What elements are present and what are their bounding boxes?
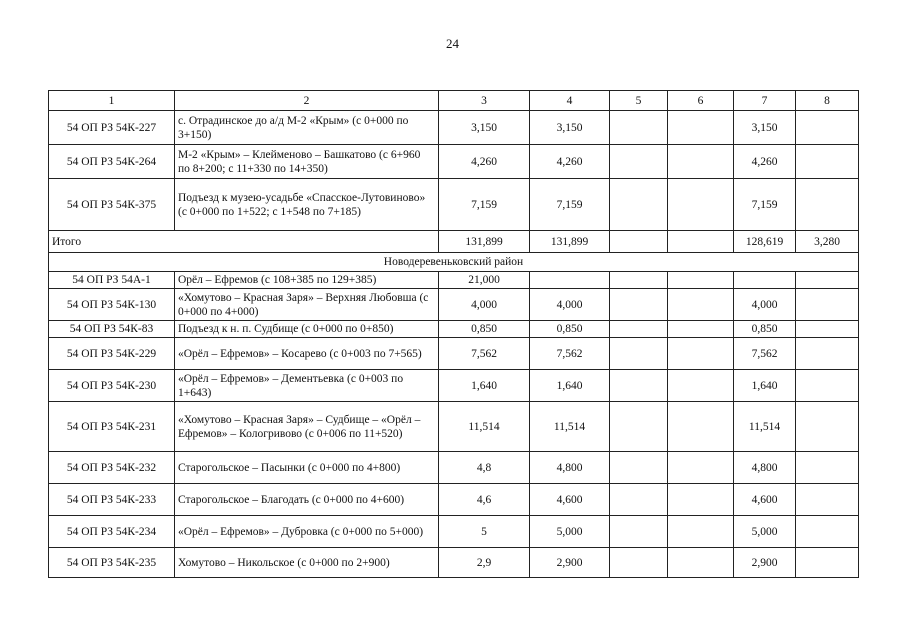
total-label-cell: Итого bbox=[49, 231, 439, 253]
road-code-cell: 54 ОП РЗ 54К-130 bbox=[49, 289, 175, 321]
col8-cell bbox=[796, 402, 859, 452]
header-cell-8: 8 bbox=[796, 91, 859, 111]
col8-cell bbox=[796, 145, 859, 179]
col7-cell: 4,600 bbox=[734, 484, 796, 516]
length-col4-cell: 7,562 bbox=[530, 338, 610, 370]
length-col4-cell: 7,159 bbox=[530, 179, 610, 231]
total-col7-cell: 128,619 bbox=[734, 231, 796, 253]
col7-cell: 4,260 bbox=[734, 145, 796, 179]
road-name-cell: Хомутово – Никольское (с 0+000 по 2+900) bbox=[175, 548, 439, 578]
road-code-cell: 54 ОП РЗ 54К-230 bbox=[49, 370, 175, 402]
length-col4-cell: 4,000 bbox=[530, 289, 610, 321]
header-cell-6: 6 bbox=[668, 91, 734, 111]
road-code-cell: 54 ОП РЗ 54К-234 bbox=[49, 516, 175, 548]
road-code-cell: 54 ОП РЗ 54К-83 bbox=[49, 321, 175, 338]
road-code-cell: 54 ОП РЗ 54К-232 bbox=[49, 452, 175, 484]
page-number: 24 bbox=[446, 36, 459, 51]
table-row bbox=[49, 272, 859, 289]
col5-cell bbox=[610, 272, 668, 289]
road-code-cell: 54 ОП РЗ 54К-264 bbox=[49, 145, 175, 179]
total-row bbox=[49, 231, 859, 253]
col5-cell bbox=[610, 289, 668, 321]
col5-cell bbox=[610, 548, 668, 578]
table-row bbox=[49, 402, 859, 452]
length-total-cell: 2,9 bbox=[439, 548, 530, 578]
road-name-cell: «Орёл – Ефремов» – Дубровка (с 0+000 по 5+000) bbox=[175, 516, 439, 548]
length-col4-cell: 4,800 bbox=[530, 452, 610, 484]
col7-cell: 2,900 bbox=[734, 548, 796, 578]
col7-cell: 7,562 bbox=[734, 338, 796, 370]
table-row bbox=[49, 145, 859, 179]
col6-cell bbox=[668, 484, 734, 516]
length-total-cell: 21,000 bbox=[439, 272, 530, 289]
col5-cell bbox=[610, 484, 668, 516]
length-total-cell: 4,8 bbox=[439, 452, 530, 484]
header-cell-3: 3 bbox=[439, 91, 530, 111]
total-col8-cell: 3,280 bbox=[796, 231, 859, 253]
road-name-cell: Старогольское – Благодать (с 0+000 по 4+600) bbox=[175, 484, 439, 516]
length-total-cell: 1,640 bbox=[439, 370, 530, 402]
header-cell-4: 4 bbox=[530, 91, 610, 111]
col7-cell: 7,159 bbox=[734, 179, 796, 231]
col8-cell bbox=[796, 179, 859, 231]
col7-cell: 4,800 bbox=[734, 452, 796, 484]
col7-cell bbox=[734, 272, 796, 289]
total-col5-cell bbox=[610, 231, 668, 253]
table-row bbox=[49, 338, 859, 370]
length-total-cell: 0,850 bbox=[439, 321, 530, 338]
roads-table bbox=[48, 90, 859, 578]
length-col4-cell: 0,850 bbox=[530, 321, 610, 338]
col7-cell: 3,150 bbox=[734, 111, 796, 145]
length-total-cell: 4,260 bbox=[439, 145, 530, 179]
length-col4-cell: 4,260 bbox=[530, 145, 610, 179]
col8-cell bbox=[796, 484, 859, 516]
length-col4-cell: 5,000 bbox=[530, 516, 610, 548]
header-cell-7: 7 bbox=[734, 91, 796, 111]
length-total-cell: 7,562 bbox=[439, 338, 530, 370]
col6-cell bbox=[668, 289, 734, 321]
header-cell-1: 1 bbox=[49, 91, 175, 111]
col5-cell bbox=[610, 321, 668, 338]
col6-cell bbox=[668, 402, 734, 452]
table-body bbox=[49, 91, 859, 578]
length-total-cell: 3,150 bbox=[439, 111, 530, 145]
length-col4-cell bbox=[530, 272, 610, 289]
road-name-cell: Подъезд к н. п. Судбище (с 0+000 по 0+850) bbox=[175, 321, 439, 338]
col5-cell bbox=[610, 111, 668, 145]
road-name-cell: «Хомутово – Красная Заря» – Судбище – «Орёл – Ефремов» – Кологривово (с 0+006 по 11+520) bbox=[175, 402, 439, 452]
length-col4-cell: 1,640 bbox=[530, 370, 610, 402]
district-row bbox=[49, 253, 859, 272]
col7-cell: 1,640 bbox=[734, 370, 796, 402]
road-code-cell: 54 ОП РЗ 54К-375 bbox=[49, 179, 175, 231]
table-row bbox=[49, 548, 859, 578]
col6-cell bbox=[668, 548, 734, 578]
col6-cell bbox=[668, 145, 734, 179]
length-total-cell: 4,000 bbox=[439, 289, 530, 321]
col7-cell: 4,000 bbox=[734, 289, 796, 321]
table-row bbox=[49, 370, 859, 402]
road-code-cell: 54 ОП РЗ 54К-235 bbox=[49, 548, 175, 578]
road-name-cell: Орёл – Ефремов (с 108+385 по 129+385) bbox=[175, 272, 439, 289]
col6-cell bbox=[668, 452, 734, 484]
district-title: Новодеревеньковский район bbox=[49, 253, 859, 272]
col8-cell bbox=[796, 321, 859, 338]
length-col4-cell: 2,900 bbox=[530, 548, 610, 578]
col8-cell bbox=[796, 289, 859, 321]
col5-cell bbox=[610, 338, 668, 370]
table-row bbox=[49, 452, 859, 484]
col8-cell bbox=[796, 272, 859, 289]
table-row bbox=[49, 321, 859, 338]
length-total-cell: 7,159 bbox=[439, 179, 530, 231]
col5-cell bbox=[610, 179, 668, 231]
road-name-cell: «Орёл – Ефремов» – Дементьевка (с 0+003 по 1+643) bbox=[175, 370, 439, 402]
road-code-cell: 54 ОП РЗ 54К-231 bbox=[49, 402, 175, 452]
col6-cell bbox=[668, 321, 734, 338]
road-name-cell: «Хомутово – Красная Заря» – Верхняя Любовша (с 0+000 по 4+000) bbox=[175, 289, 439, 321]
col8-cell bbox=[796, 111, 859, 145]
col6-cell bbox=[668, 179, 734, 231]
col5-cell bbox=[610, 516, 668, 548]
col6-cell bbox=[668, 111, 734, 145]
col8-cell bbox=[796, 548, 859, 578]
road-name-cell: «Орёл – Ефремов» – Косарево (с 0+003 по 7+565) bbox=[175, 338, 439, 370]
col5-cell bbox=[610, 370, 668, 402]
road-name-cell: с. Отрадинское до а/д М-2 «Крым» (с 0+000 по 3+150) bbox=[175, 111, 439, 145]
col6-cell bbox=[668, 272, 734, 289]
road-name-cell: Старогольское – Пасынки (с 0+000 по 4+800) bbox=[175, 452, 439, 484]
table-row bbox=[49, 484, 859, 516]
total-col3-cell: 131,899 bbox=[439, 231, 530, 253]
col8-cell bbox=[796, 452, 859, 484]
col7-cell: 11,514 bbox=[734, 402, 796, 452]
length-col4-cell: 3,150 bbox=[530, 111, 610, 145]
road-code-cell: 54 ОП РЗ 54А-1 bbox=[49, 272, 175, 289]
col8-cell bbox=[796, 338, 859, 370]
road-code-cell: 54 ОП РЗ 54К-227 bbox=[49, 111, 175, 145]
col8-cell bbox=[796, 370, 859, 402]
col6-cell bbox=[668, 516, 734, 548]
length-total-cell: 11,514 bbox=[439, 402, 530, 452]
road-name-cell: Подъезд к музею-усадьбе «Спасское-Лутовиново» (с 0+000 по 1+522; с 1+548 по 7+185) bbox=[175, 179, 439, 231]
table-row bbox=[49, 179, 859, 231]
length-total-cell: 5 bbox=[439, 516, 530, 548]
col7-cell: 5,000 bbox=[734, 516, 796, 548]
col5-cell bbox=[610, 145, 668, 179]
header-row bbox=[49, 91, 859, 111]
road-code-cell: 54 ОП РЗ 54К-233 bbox=[49, 484, 175, 516]
length-col4-cell: 11,514 bbox=[530, 402, 610, 452]
table-row bbox=[49, 516, 859, 548]
col5-cell bbox=[610, 402, 668, 452]
col6-cell bbox=[668, 338, 734, 370]
length-col4-cell: 4,600 bbox=[530, 484, 610, 516]
road-code-cell: 54 ОП РЗ 54К-229 bbox=[49, 338, 175, 370]
road-name-cell: М-2 «Крым» – Клейменово – Башкатово (с 6+960 по 8+200; с 11+330 по 14+350) bbox=[175, 145, 439, 179]
col6-cell bbox=[668, 370, 734, 402]
col8-cell bbox=[796, 516, 859, 548]
header-cell-5: 5 bbox=[610, 91, 668, 111]
col5-cell bbox=[610, 452, 668, 484]
col7-cell: 0,850 bbox=[734, 321, 796, 338]
table-row bbox=[49, 289, 859, 321]
table-row bbox=[49, 111, 859, 145]
total-col6-cell bbox=[668, 231, 734, 253]
header-cell-2: 2 bbox=[175, 91, 439, 111]
total-col4-cell: 131,899 bbox=[530, 231, 610, 253]
length-total-cell: 4,6 bbox=[439, 484, 530, 516]
